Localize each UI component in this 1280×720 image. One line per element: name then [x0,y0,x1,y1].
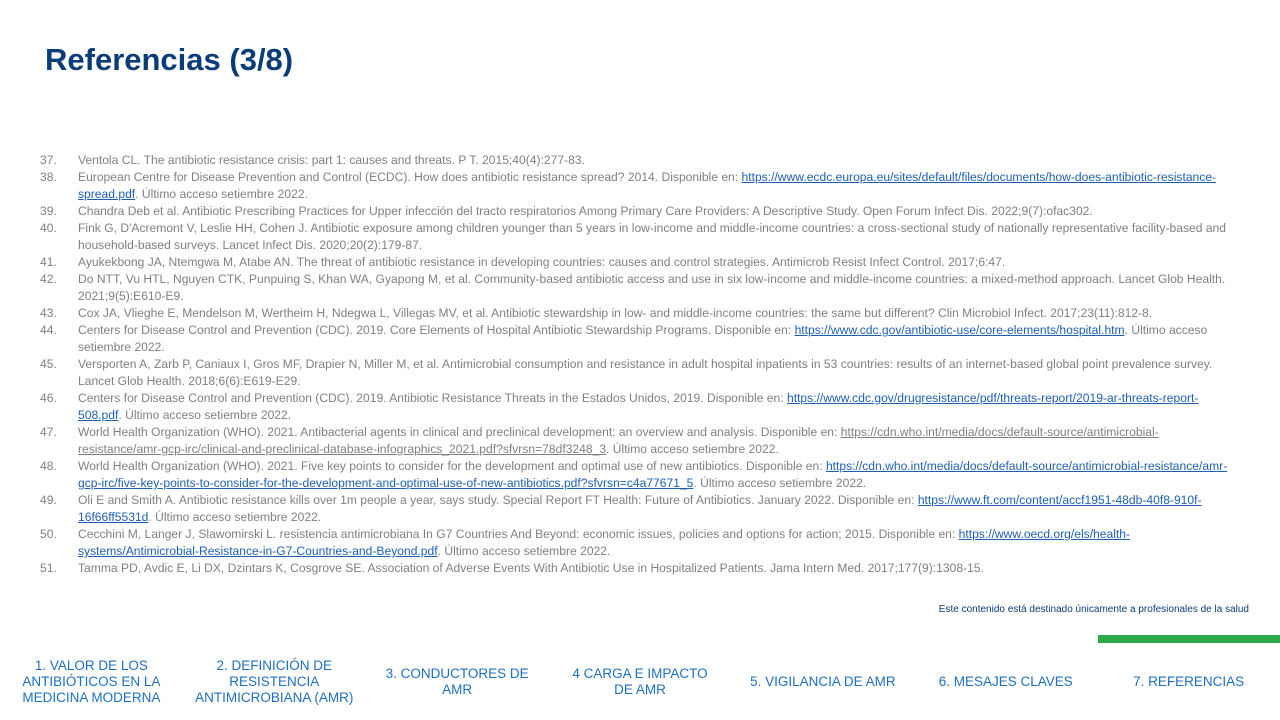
reference-number: 45. [40,357,57,371]
reference-text: . Último acceso setiembre 2022. [693,476,867,490]
reference-text: Do NTT, Vu HTL, Nguyen CTK, Punpuing S, Khan WA, Gyapong M, et al. Community-based antibiotic access and use in six low-income and middle-income countries: a mixed-method approach. Lancet Glob Health. 2021;9(5):E610-E9. [78,272,1226,303]
reference-text: . Último acceso setiembre 2022. [135,187,308,201]
page-title: Referencias (3/8) [45,42,294,77]
reference-item [40,152,1240,169]
reference-text: . Último acceso setiembre 2022. [118,408,292,422]
active-section-indicator [1098,635,1280,643]
reference-item [40,305,1240,322]
nav-tab-label: 1. VALOR DE LOS [34,658,148,673]
reference-text: . Último acceso setiembre 2022. [437,544,611,558]
nav-tab-label: 6. MESAJES CLAVES [938,674,1073,689]
reference-item [40,356,1240,390]
reference-link[interactable]: https://www.oecd.org/els/health-systems/Antimicrobial-Resistance-in-G7-Countries-and-Beyond.pdf [78,527,1131,558]
reference-number: 48. [40,459,57,473]
reference-text: . Último acceso setiembre 2022. [148,510,322,524]
reference-link[interactable]: https://www.cdc.gov/drugresistance/pdf/threats-report/2019-ar-threats-report-508.pdf [78,391,1199,422]
reference-item [40,203,1240,220]
reference-text: Centers for Disease Control and Prevention (CDC). 2019. Core Elements of Hospital Antibiotic Stewardship Programs. Disponible en: [78,323,795,337]
nav-tab-1[interactable] [0,650,183,714]
nav-tab-4[interactable] [549,650,732,714]
reference-number: 39. [40,204,57,218]
reference-item [40,560,1240,577]
reference-item [40,390,1240,424]
reference-item [40,458,1240,492]
reference-number: 42. [40,272,57,286]
reference-text: . Último acceso setiembre 2022. [606,442,779,456]
reference-text: Ventola CL. The antibiotic resistance crisis: part 1: causes and threats. P T. 2015;40(4):277-83. [78,153,585,167]
nav-tab-label: DE AMR [614,682,666,697]
reference-text: European Centre for Disease Prevention and Control (ECDC). How does antibiotic resistance spread? 2014. Disponible en: [78,170,742,184]
nav-tab-label: 3. CONDUCTORES DE [385,666,529,681]
nav-tab-label: MEDICINA MODERNA [22,690,161,705]
reference-link[interactable]: https://www.ft.com/content/accf1951-48db-40f8-910f-16f66ff5531d [78,493,1202,524]
reference-text: Centers for Disease Control and Prevention (CDC). 2019. Antibiotic Resistance Threats in the Estados Unidos, 2019. Disponible en: [78,391,787,405]
reference-text: Ayukekbong JA, Ntemgwa M, Atabe AN. The threat of antibiotic resistance in developing countries: causes and control strategies. Antimicrob Resist Infect Control. 2017;6:47. [78,255,1006,269]
reference-item [40,424,1240,458]
reference-list [40,152,1240,577]
reference-item [40,254,1240,271]
reference-text: Chandra Deb et al. Antibiotic Prescribing Practices for Upper infección del tracto respiratorios Among Primary Care Providers: A Descriptive Study. Open Forum Infect Dis. 2022;9(7):ofac302. [78,204,1093,218]
reference-number: 51. [40,561,57,575]
reference-number: 44. [40,323,57,337]
reference-text: Fink G, D'Acremont V, Leslie HH, Cohen J. Antibiotic exposure among children younger than 5 years in low-income and middle-income countries: a cross-sectional study of nationally representative facility-based and household-based surveys. Lancet Infect Dis. 2020;20(2):179-87. [78,221,1226,252]
nav-tab-3[interactable] [366,650,549,714]
reference-number: 38. [40,170,57,184]
nav-tab-5[interactable] [731,650,914,714]
reference-text: Cox JA, Vlieghe E, Mendelson M, Wertheim H, Ndegwa L, Villegas MV, et al. Antibiotic stewardship in low- and middle-income countries: the same but different? Clin Microbiol Infect. 2017;23(11):812-8. [78,306,1153,320]
reference-item [40,492,1240,526]
reference-link[interactable]: https://cdn.who.int/media/docs/default-source/antimicrobial-resistance/amr-gcp-irc/five-key-points-to-consider-for-the-development-and-optimal-use-of-new-antibiotics.pdf?sfvrsn=c4a77671_5 [78,459,1228,490]
nav-tab-label: ANTIBIÓTICOS EN LA [22,674,161,689]
reference-text: Oli E and Smith A. Antibiotic resistance kills over 1m people a year, says study. Special Report FT Health: Future of Antibiotics. January 2022. Disponible en: [78,493,918,507]
nav-tab-label: 4 CARGA E IMPACTO [572,666,708,681]
reference-number: 41. [40,255,57,269]
reference-link[interactable]: https://www.ecdc.europa.eu/sites/default/files/documents/how-does-antibiotic-resistance-spread.pdf [78,170,1217,201]
reference-text: Versporten A, Zarb P, Caniaux I, Gros MF, Drapier N, Miller M, et al. Antimicrobial consumption and resistance in adult hospital inpatients in 53 countries: results of an internet-based global point prevalence survey. Lancet Glob Health. 2018;6(6):E619-E29. [78,357,1213,388]
nav-tab-label: 5. VIGILANCIA DE AMR [750,674,896,689]
reference-item [40,220,1240,254]
reference-text: World Health Organization (WHO). 2021. Antibacterial agents in clinical and preclinical development: an overview and analysis. Disponible en: [78,425,841,439]
reference-number: 46. [40,391,57,405]
reference-text: Cecchini M, Langer J, Slawomirski L. resistencia antimicrobiana In G7 Countries And Beyond: economic issues, policies and options for action; 2015. Disponible en: [78,527,959,541]
nav-tab-label: 7. REFERENCIAS [1133,674,1245,689]
nav-tab-7[interactable] [1097,650,1280,714]
reference-link[interactable]: https://www.cdc.gov/antibiotic-use/core-elements/hospital.htm [794,323,1125,337]
nav-tab-6[interactable] [914,650,1097,714]
reference-link[interactable]: https://cdn.who.int/media/docs/default-source/antimicrobial-resistance/amr-gcp-irc/clinical-and-preclinical-database-infographics_2021.pdf?sfvrsn=78df3248_3 [78,425,1159,456]
reference-item [40,169,1240,203]
nav-tab-2[interactable] [183,650,366,714]
reference-item [40,271,1240,305]
nav-tab-label: ANTIMICROBIANA (AMR) [195,690,354,705]
section-navigation [0,650,1280,714]
reference-number: 49. [40,493,57,507]
reference-number: 50. [40,527,57,541]
reference-text: Tamma PD, Avdic E, Li DX, Dzintars K, Cosgrove SE. Association of Adverse Events With Antibiotic Use in Hospitalized Patients. Jama Intern Med. 2017;177(9):1308-15. [78,561,984,575]
reference-number: 47. [40,425,57,439]
reference-number: 37. [40,153,57,167]
reference-item [40,322,1240,356]
disclaimer-text: Este contenido está destinado únicamente a profesionales de la salud [938,604,1249,615]
nav-tab-label: 2. DEFINICIÓN DE [216,658,333,673]
nav-tab-label: AMR [442,682,473,697]
reference-number: 43. [40,306,57,320]
reference-number: 40. [40,221,57,235]
reference-text: World Health Organization (WHO). 2021. Five key points to consider for the development and optimal use of new antibiotics. Disponible en: [78,459,826,473]
reference-item [40,526,1240,560]
reference-text: . Último acceso setiembre 2022. [78,323,1208,354]
nav-tab-label: RESISTENCIA [229,674,320,689]
